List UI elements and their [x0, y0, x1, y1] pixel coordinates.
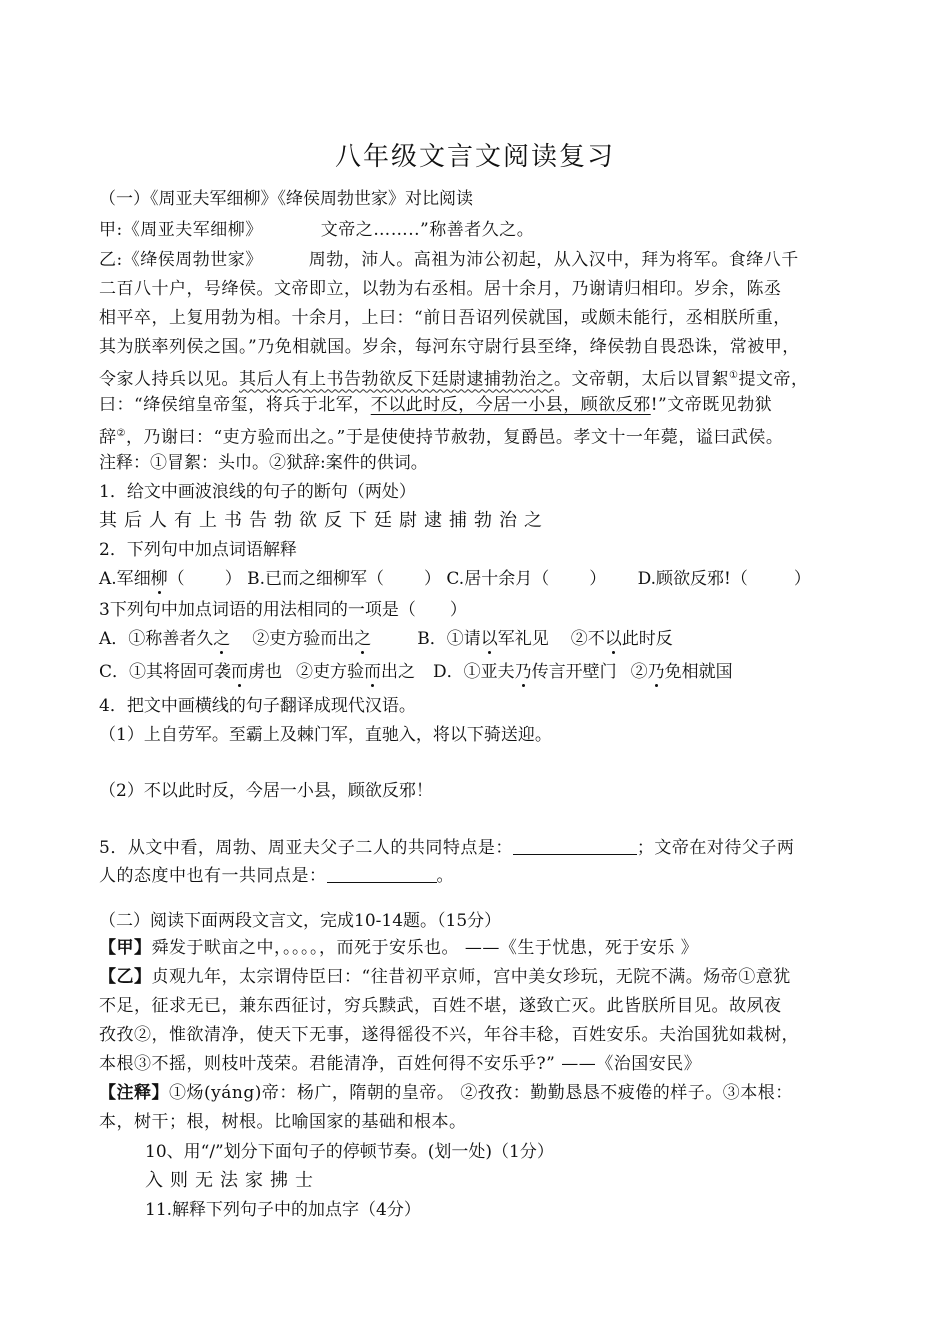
note-bracket-label: 【注释】 — [99, 1083, 169, 1103]
question-3-options-row-1 — [99, 627, 673, 651]
yi-line-6 — [99, 393, 772, 417]
yi-bracket-label: 【乙】 — [99, 967, 152, 987]
section-1-heading: （一）《周亚夫军细柳》《绛侯周勃世家》对比阅读 — [99, 189, 473, 209]
yi-line-7-start: 辞 — [99, 427, 117, 448]
section-2-jia — [99, 936, 698, 960]
q5-text-4: 。 — [436, 866, 454, 886]
q2-option-c-close: ） — [589, 569, 607, 589]
question-10-stem: 10、用“/”划分下面句子的停顿节奏。(划一处)（1分） — [145, 1142, 554, 1162]
text-yi-line — [99, 248, 799, 272]
yi-line-5-mid: 。文帝朝，太后以冒絮 — [554, 369, 729, 390]
q3-a-2-dotted: 之 — [354, 629, 372, 649]
question-5-line-2 — [99, 864, 454, 888]
q2-option-b-close: ） — [424, 569, 441, 589]
question-2-stem: 2．下列句中加点词语解释 — [99, 540, 297, 560]
q3-c-1-rest: 虏也 — [248, 662, 283, 682]
q3-c-1: C．①其将固可袭 — [99, 662, 232, 682]
yi-line-5-end: 提文帝， — [738, 369, 809, 390]
section-2-yi-text-1: 贞观九年，太宗谓侍臣曰：“往昔初平京师，宫中美女珍玩，无院不满。炀帝①意犹 — [151, 967, 791, 987]
section-2-yi-line-1 — [99, 965, 791, 989]
page-title: 八年级文言文阅读复习 — [334, 142, 615, 172]
question-1-sentence: 其后人有上书告勃欲反下廷尉逮捕勃治之 — [99, 510, 549, 531]
q2-option-a-prefix: A.军 — [99, 569, 134, 589]
question-2-options — [99, 567, 811, 591]
q3-c-1-dotted: 而 — [231, 662, 249, 682]
yi-line-2: 二百八十户，号绛侯。文帝即立，以勃为右丞相。居十余月，乃谢请归相印。岁余，陈丞 — [99, 279, 782, 299]
q3-d-2-rest: 免相就国 — [664, 662, 733, 682]
question-3-stem: 3下列句中加点词语的用法相同的一项是（ ） — [99, 600, 467, 620]
jia-label: 甲:《周亚夫军细柳》 — [99, 220, 263, 240]
section-2-note-line-2: 本，树干；根，树根。比喻国家的基础和根本。 — [99, 1112, 467, 1132]
section-2-yi-line-2: 不足，征求无已，兼东西征讨，穷兵黩武，百姓不堪，遂致亡灭。此皆朕所目见。故夙夜 — [99, 996, 782, 1016]
q2-option-d-prefix: D.顾 — [637, 569, 674, 589]
q3-b-2-dotted: 以 — [604, 629, 622, 649]
yi-line-6-start: 曰：“绛侯绾皇帝玺，将兵于北军， — [99, 395, 371, 415]
yi-line-7-end: ，乃谢曰：“吏方验而出之。”于是使使持节赦勃，复爵邑。孝文十一年薨，谥曰武侯。 — [125, 427, 784, 448]
underlined-sentence: 不以此时反，今居一小县，顾欲反邪 — [370, 395, 651, 415]
q2-option-b-prefix: B.已 — [247, 569, 282, 589]
section-2-jia-text: 舜发于畎亩之中，。。。。，而死于安乐也。 ——《生于忧患，死于安乐 》 — [151, 938, 699, 958]
section-2-yi-line-4: 本根③不摇，则枝叶茂荣。君能清净，百姓何得不安乐乎?” ——《治国安民》 — [99, 1054, 702, 1074]
question-3-options-row-2 — [99, 660, 733, 684]
q3-c-2: ②吏方验 — [296, 662, 365, 682]
q3-a-1: A．①称善者久 — [99, 629, 214, 649]
section-2-note-line-1 — [99, 1081, 793, 1105]
q3-b-1-dotted: 以 — [480, 629, 498, 649]
q2-option-b-text: 而之细柳军（ — [282, 569, 384, 589]
yi-line-3: 相平卒，上复用勃为相。十余月，上曰：“前日吾诏列侯就国，或颇未能行，丞相朕所重， — [99, 308, 791, 328]
q3-d-1-dotted: 乃 — [514, 662, 532, 682]
q2-option-c-prefix: C.居 — [446, 569, 482, 589]
jia-bracket-label: 【甲】 — [99, 938, 152, 958]
q3-d-1: D．①亚夫 — [433, 662, 515, 682]
question-11-stem: 11.解释下列句子中的加点字（4分） — [145, 1200, 421, 1220]
question-1-stem: 1．给文中画波浪线的句子的断句（两处） — [99, 482, 416, 502]
section-2-yi-line-3: 孜孜②，惟欲清净，使天下无事，遂得徭役不兴，年谷丰稔，百姓安乐。夫治国犹如栽树， — [99, 1025, 799, 1045]
q3-b-1-rest: 军礼见 — [497, 629, 549, 649]
q2-option-d-text: 欲反邪!（ — [673, 569, 748, 589]
q2-option-a-dotted: 细柳（ — [133, 569, 185, 589]
q5-text-3: 人的态度中也有一共同点是： — [99, 866, 327, 886]
yi-line-6-end: !”文帝既见勃狱 — [650, 395, 773, 415]
q5-text-1: 5．从文中看，周勃、周亚夫父子二人的共同特点是： — [99, 838, 513, 858]
yi-label: 乙:《绛侯周勃世家》 — [99, 250, 263, 270]
footnote-marker-2: ② — [116, 428, 126, 439]
answer-blank-1[interactable] — [513, 836, 637, 855]
q3-b-1: B．①请 — [417, 629, 481, 649]
question-10-sentence: 入则无法家拂士 — [145, 1170, 320, 1191]
yi-line-7 — [99, 422, 783, 450]
q3-b-2-rest: 此时反 — [621, 629, 673, 649]
yi-line-5-start: 令家人持兵以见。 — [99, 369, 239, 390]
q3-d-2: ② — [630, 662, 648, 682]
text-jia — [99, 218, 534, 242]
q3-a-2: ②吏方验而出 — [252, 629, 355, 649]
q3-d-1-rest: 传言开壁门 — [531, 662, 617, 682]
question-4-sentence-1: （1）上自劳军。至霸上及棘门军，直驰入，将以下骑送迎。 — [99, 725, 552, 745]
jia-text: 文帝之……..”称善者久之。 — [320, 220, 535, 240]
q3-a-1-dotted: 之 — [213, 629, 231, 649]
yi-line-5 — [99, 364, 808, 392]
yi-line-1: 周勃，沛人。高祖为沛公初起，从入汉中，拜为将军。食绛八千 — [308, 250, 799, 270]
section-1-note: 注释：①冒絮：头巾。②狱辞:案件的供词。 — [99, 453, 428, 473]
q3-d-2-dotted: 乃 — [647, 662, 665, 682]
question-4-sentence-2: （2）不以此时反，今居一小县，顾欲反邪！ — [99, 781, 433, 801]
q5-text-2: ；文帝在对待父子两 — [636, 838, 795, 858]
q3-c-2-rest: 出之 — [381, 662, 416, 682]
footnote-marker-1: ① — [729, 370, 739, 381]
q2-option-c-text: 十余月（ — [481, 569, 550, 589]
q3-b-2: ②不 — [570, 629, 605, 649]
q2-option-d-close: ） — [793, 569, 811, 589]
section-2-note-text-1: ①炀(yáng)帝：杨广，隋朝的皇帝。 ②孜孜：勤勤恳恳不疲倦的样子。③本根： — [169, 1083, 793, 1103]
q2-option-a-close: ） — [224, 569, 242, 589]
q3-c-2-dotted: 而 — [364, 662, 382, 682]
answer-blank-2[interactable] — [327, 864, 437, 883]
question-5-line-1 — [99, 836, 794, 860]
section-2-heading: （二）阅读下面两段文言文，完成10-14题。（15分） — [99, 911, 502, 931]
yi-line-4: 其为朕率列侯之国。”乃免相就国。岁余，每河东守尉行县至绛，绛侯勃自畏恐诛，常被甲， — [99, 337, 800, 357]
wavy-underlined-sentence: 其后人有上书告勃欲反下廷尉逮捕勃治之 — [239, 369, 554, 390]
question-4-stem: 4．把文中画横线的句子翻译成现代汉语。 — [99, 696, 416, 716]
